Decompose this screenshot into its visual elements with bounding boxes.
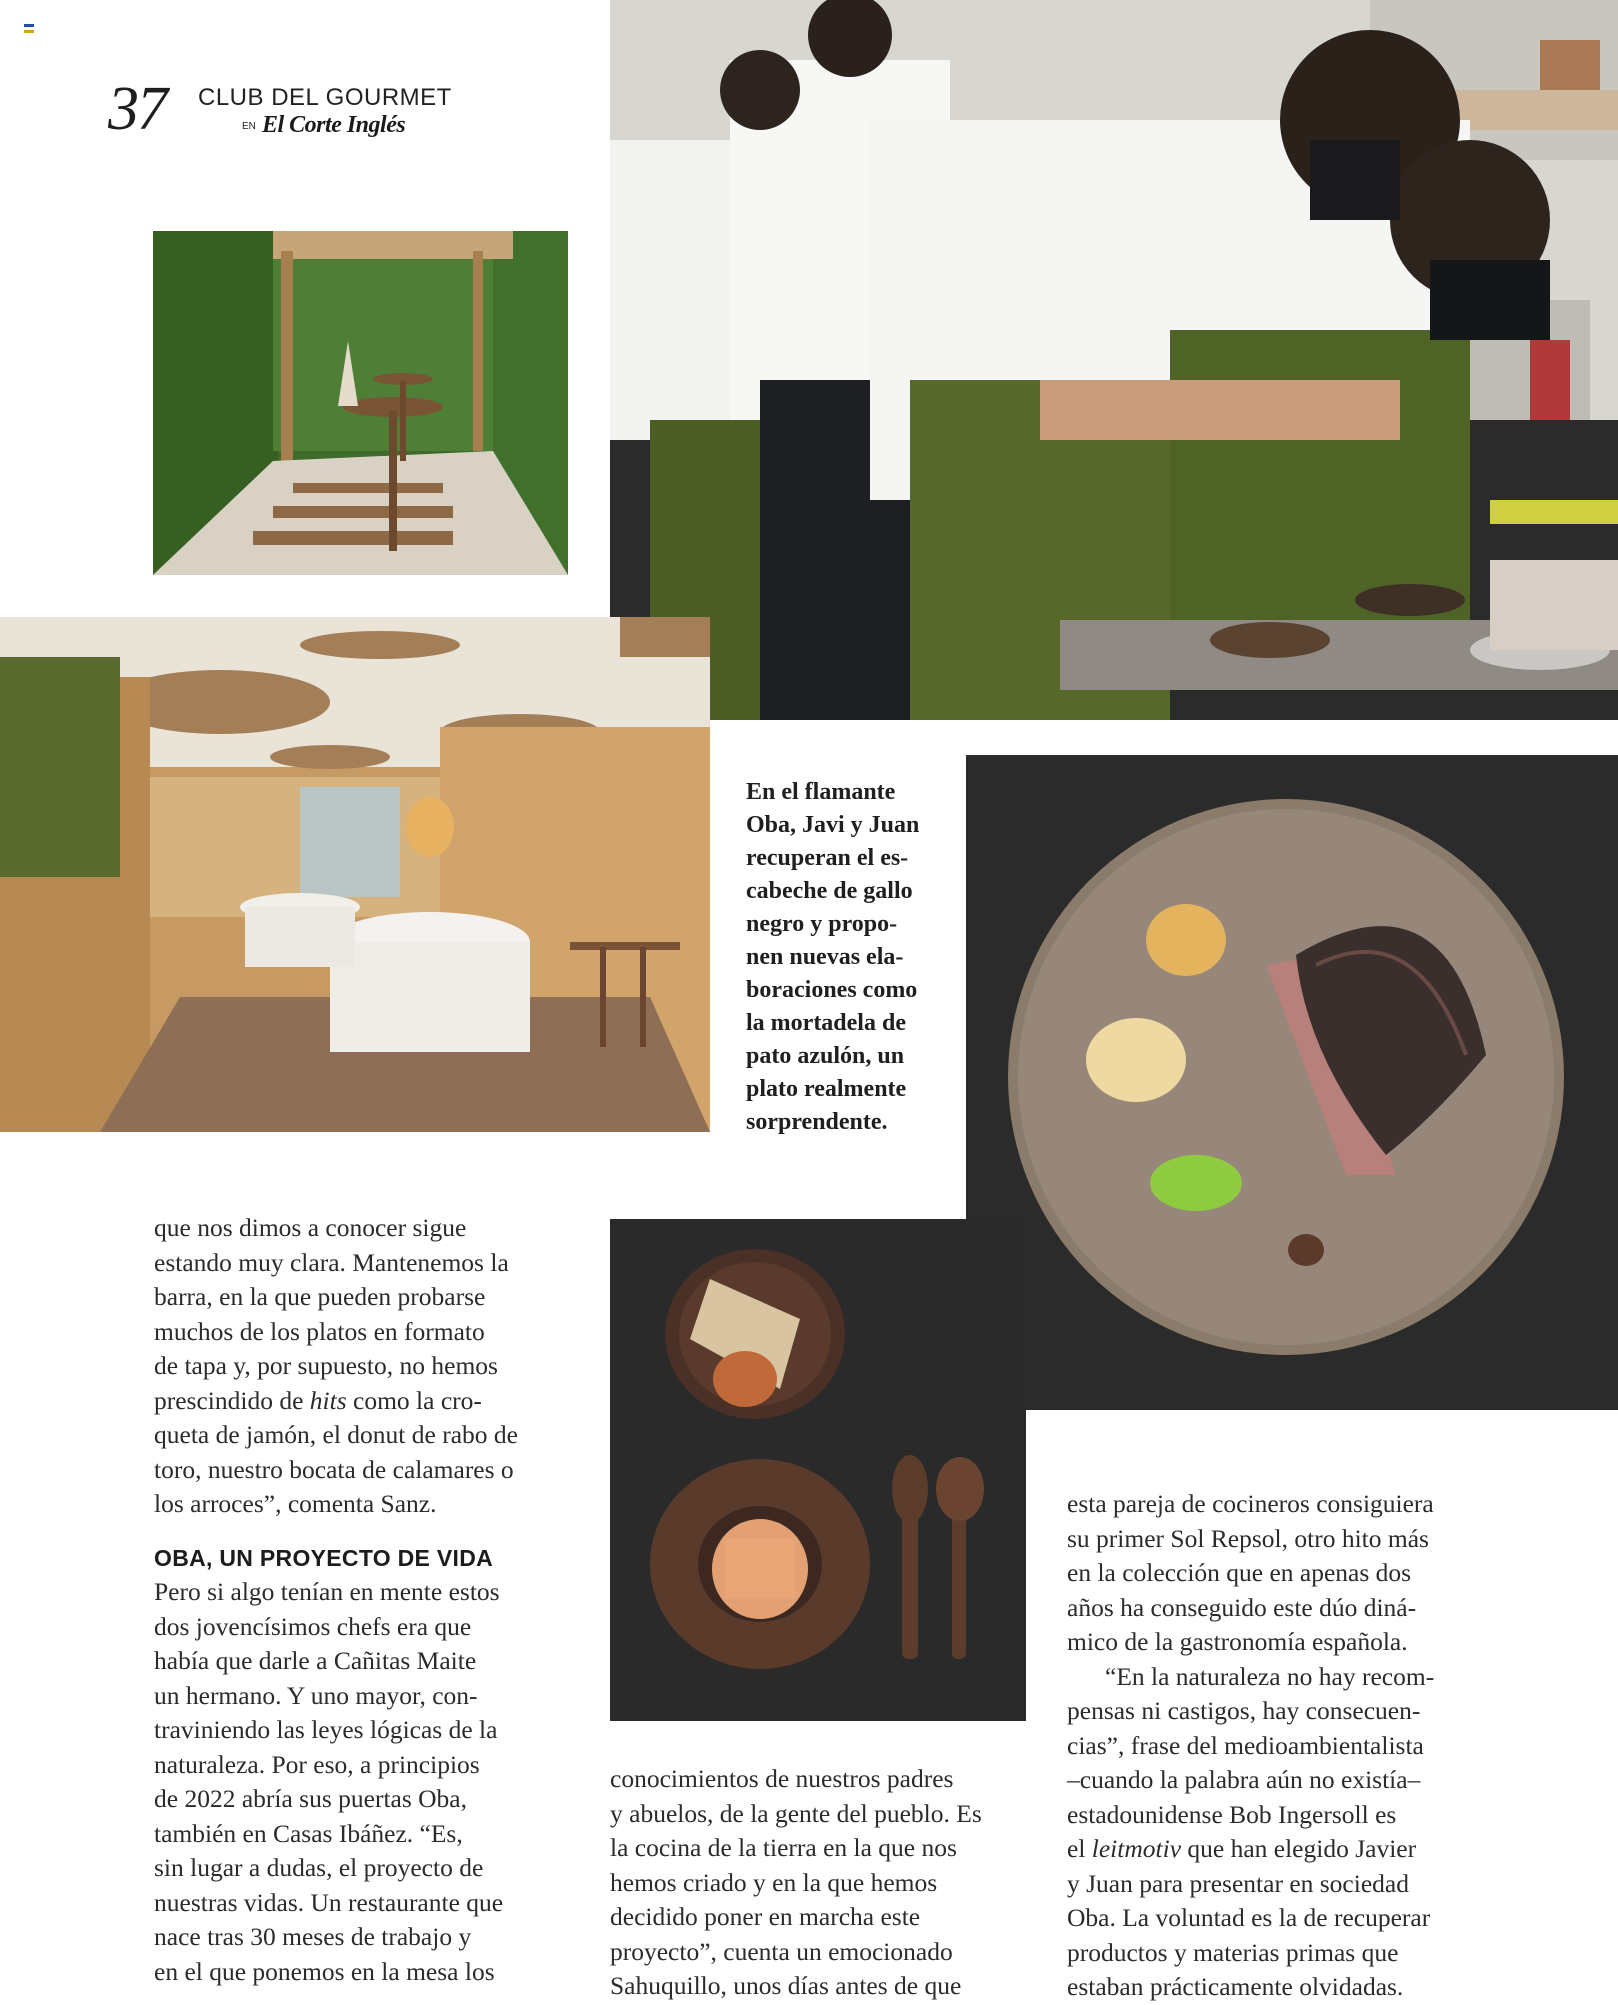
flag-icon	[24, 24, 34, 33]
brand-logo: El Corte Inglés	[262, 112, 406, 138]
photo-garden-pergola	[153, 231, 568, 575]
photo-wooden-dishes	[610, 1219, 1026, 1721]
article-column-2: conocimientos de nuestros padres y abuelos, de la gente del pueblo. Es la cocina de la tierra en la que nos hemos criado y en la que hemos decidido poner en marcha este proyecto”, cuenta un emocionado Sahuquillo, unos días antes de que	[610, 1764, 982, 2000]
photo-chefs-plating	[610, 0, 1618, 720]
section-heading: OBA, UN PROYECTO DE VIDA	[154, 1544, 494, 1571]
photo-caption: En el flamante Oba, Javi y Juan recuperan el es- cabeche de gallo negro y propo- nen nuevas ela- boraciones como la mortadela de pato azulón, un plato realmente sorprendente.	[746, 779, 920, 1135]
text-line: prescindido de hits como la cro-	[154, 1385, 482, 1415]
brand-name: CLUB DEL GOURMET	[198, 84, 452, 111]
page-number: 37	[108, 75, 166, 143]
photo-dining-room	[0, 617, 710, 1132]
text-line: el leitmotiv que han elegido Javier	[1067, 1834, 1417, 1863]
article-column-3: esta pareja de cocineros consiguiera su primer Sol Repsol, otro hito más en la colección que en apenas dos años ha conseguido este dúo diná- mico de la gastronomía española. “En la naturaleza no hay recom- pensas ni castigos, hay consecuen- cias”, frase del medioambientalista –cuando la palabra aún no existía– estadounidense Bob Ingersoll es el leitmotiv que han elegido Javier y Juan para presentar en sociedad Oba. La voluntad es la de recuperar productos y materias primas que estaban prácticamente olvidadas.	[1067, 1489, 1435, 2001]
brand-preposition: EN	[242, 121, 256, 132]
article-column-1: que nos dimos a conocer sigue estando muy clara. Mantenemos la barra, en la que pueden probarse muchos de los platos en formato de tapa y, por supuesto, no hemos prescindido de hits como la cro- queta de jamón, el donut de rabo de toro, nuestro bocata de calamares o los arroces”, comenta Sanz. OBA, UN PROYECTO DE VIDA Pero si algo tenían en mente estos dos jovencísimos chefs era que había que darle a Cañitas Maite un hermano. Y uno mayor, con- traviniendo las leyes lógicas de la naturaleza. Por eso, a principios de 2022 abría sus puertas Oba, también en Casas Ibáñez. “Es, sin lugar a dudas, el proyecto de nuestras vidas. Un restaurante que nace tras 30 meses de trabajo y en el que ponemos en la mesa los	[154, 1213, 518, 1986]
photo-plated-dish	[966, 755, 1618, 1410]
